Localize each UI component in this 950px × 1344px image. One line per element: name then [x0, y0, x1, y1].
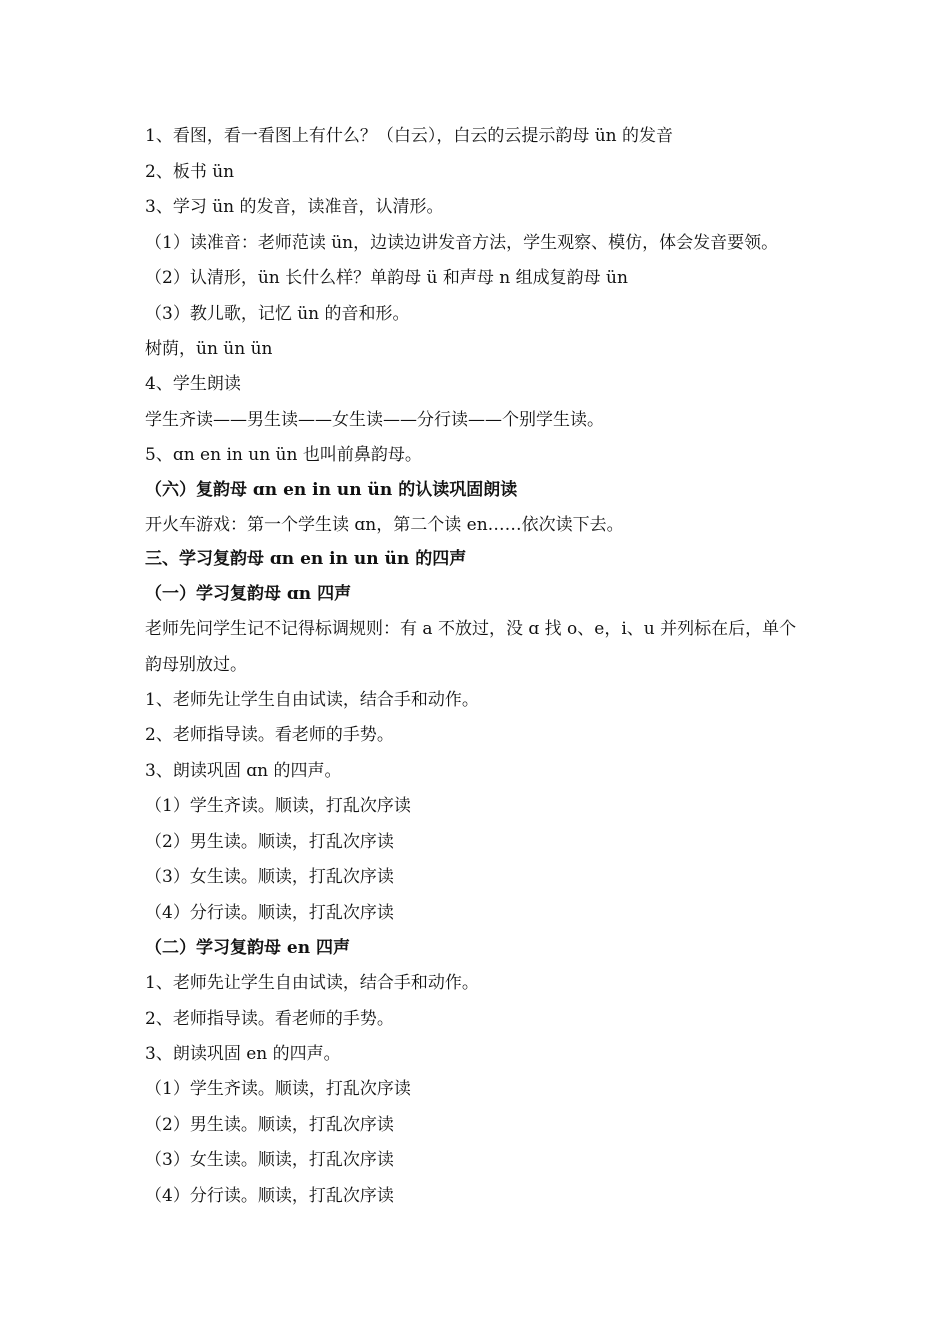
text-line: 1、老师先让学生自由试读，结合手和动作。 [145, 973, 479, 993]
text-line: 2、老师指导读。看老师的手势。 [145, 1009, 394, 1029]
section-heading: （六）复韵母 ɑn en in un ün 的认读巩固朗读 [145, 480, 518, 500]
text-line: 3、朗读巩固 ɑn 的四声。 [145, 761, 342, 781]
section-heading: （二）学习复韵母 en 四声 [145, 938, 351, 958]
text-line: 1、看图，看一看图上有什么？（白云），白云的云提示韵母 ün 的发音 [145, 126, 674, 146]
text-line: 3、学习 ün 的发音，读准音，认清形。 [145, 197, 444, 217]
text-line: （2）男生读。顺读，打乱次序读 [145, 1115, 394, 1135]
text-line: 韵母别放过。 [145, 655, 247, 675]
text-line: 1、老师先让学生自由试读，结合手和动作。 [145, 690, 479, 710]
text-line: 树荫，ün ün ün [145, 339, 273, 359]
text-line: （4）分行读。顺读，打乱次序读 [145, 1186, 394, 1206]
section-heading: 三、学习复韵母 ɑn en in un ün 的四声 [145, 549, 467, 569]
text-line: 老师先问学生记不记得标调规则：有 a 不放过，没 ɑ 找 o、e，i、u 并列标在后，单个 [145, 619, 797, 639]
text-line: 5、ɑn en in un ün 也叫前鼻韵母。 [145, 445, 422, 465]
text-line: （3）女生读。顺读，打乱次序读 [145, 1150, 394, 1170]
text-line: （1）读准音：老师范读 ün，边读边讲发音方法，学生观察、模仿，体会发音要领。 [145, 233, 779, 253]
text-line: （2）男生读。顺读，打乱次序读 [145, 832, 394, 852]
text-line: （2）认清形，ün 长什么样？单韵母 ü 和声母 n 组成复韵母 ün [145, 268, 628, 288]
text-line: （1）学生齐读。顺读，打乱次序读 [145, 796, 411, 816]
text-line: 学生齐读——男生读——女生读——分行读——个别学生读。 [145, 410, 604, 430]
text-line: （4）分行读。顺读，打乱次序读 [145, 903, 394, 923]
text-line: 3、朗读巩固 en 的四声。 [145, 1044, 341, 1064]
section-heading: （一）学习复韵母 ɑn 四声 [145, 584, 352, 604]
text-line: 4、学生朗读 [145, 374, 241, 394]
text-line: （3）教儿歌，记忆 ün 的音和形。 [145, 304, 410, 324]
text-line: （3）女生读。顺读，打乱次序读 [145, 867, 394, 887]
text-line: 2、板书 ün [145, 162, 235, 182]
text-line: （1）学生齐读。顺读，打乱次序读 [145, 1079, 411, 1099]
text-line: 开火车游戏：第一个学生读 ɑn，第二个读 en……依次读下去。 [145, 515, 624, 535]
text-line: 2、老师指导读。看老师的手势。 [145, 725, 394, 745]
